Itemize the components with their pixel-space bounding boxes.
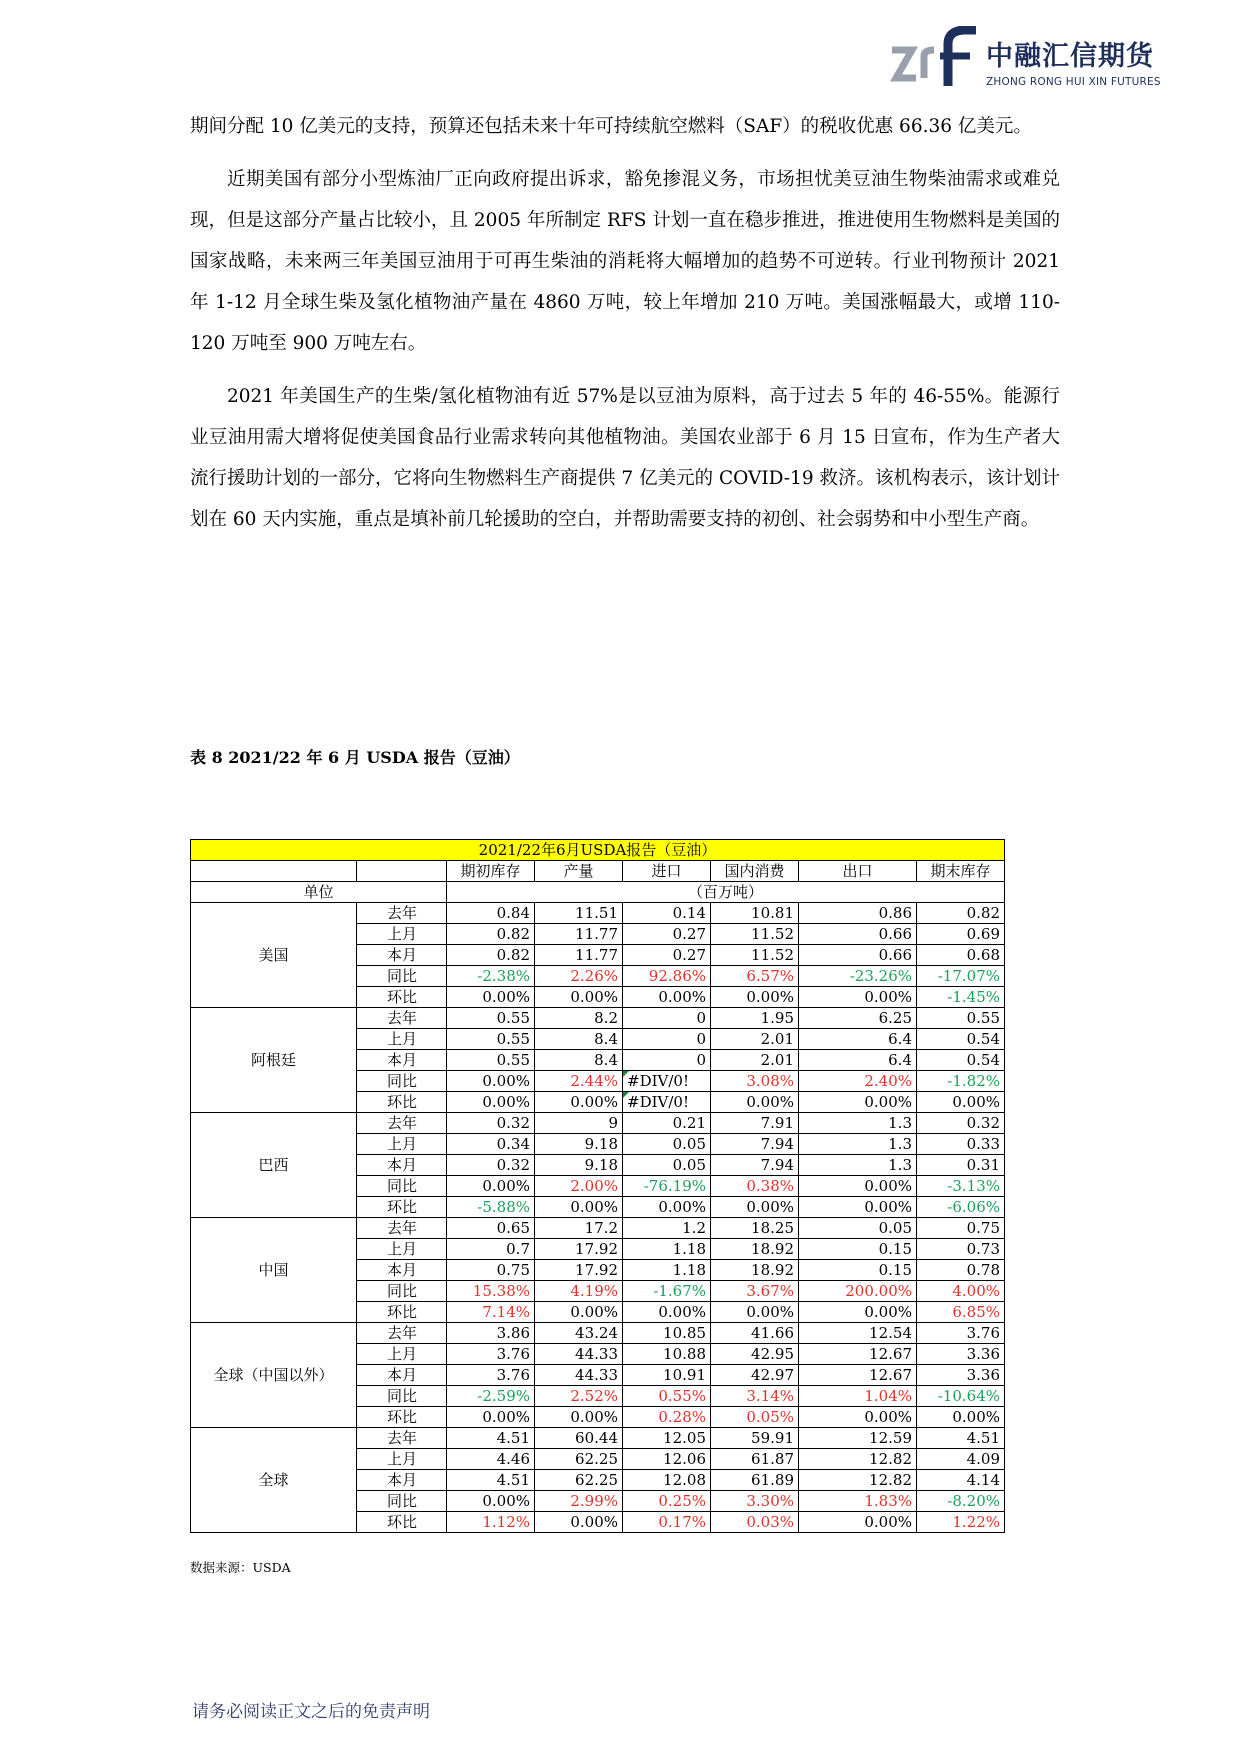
table-title-row	[191, 840, 1005, 861]
paragraph: 2021 年美国生产的生柴/氢化植物油有近 57%是以豆油为原料，高于过去 5 年的 46-55%。能源行业豆油用需大增将促使美国食品行业需求转向其他植物油。美国农业部于 6 月 15 日宣布，作为生产者大流行援助计划的一部分，它将向生物燃料生产商提供 7 亿美元的 COVID-19 救济。该机构表示，该计划计划在 60 天内实施，重点是填补前几轮援助的空白，并帮助需要支持的初创、社会弱势和中小型生产商。	[190, 386, 1060, 530]
value-cell: 0.86	[799, 903, 917, 924]
value-cell: 12.67	[799, 1344, 917, 1365]
value-cell: 7.94	[711, 1155, 799, 1176]
usda-soyoil-table	[190, 839, 1005, 1533]
value-cell: 61.87	[711, 1449, 799, 1470]
value-cell: 12.59	[799, 1428, 917, 1449]
value-cell: -23.26%	[799, 966, 917, 987]
value-cell: 17.92	[535, 1239, 623, 1260]
row-label: 上月	[357, 1029, 447, 1050]
table-title: 2021/22年6月USDA报告（豆油）	[191, 840, 1005, 861]
value-cell: -6.06%	[917, 1197, 1005, 1218]
value-cell: 2.01	[711, 1050, 799, 1071]
value-cell: 12.67	[799, 1365, 917, 1386]
region-label: 全球	[191, 1428, 357, 1533]
value-cell: 0.00%	[447, 1176, 535, 1197]
value-cell: 1.3	[799, 1155, 917, 1176]
value-cell: 0.28%	[623, 1407, 711, 1428]
value-cell: 3.36	[917, 1365, 1005, 1386]
value-cell: 12.82	[799, 1470, 917, 1491]
value-cell: 10.81	[711, 903, 799, 924]
value-cell: 0.54	[917, 1029, 1005, 1050]
value-cell: 0.82	[917, 903, 1005, 924]
region-label: 巴西	[191, 1113, 357, 1218]
row-label: 去年	[357, 1113, 447, 1134]
value-cell: 0.27	[623, 924, 711, 945]
value-cell: 0.00%	[535, 1407, 623, 1428]
value-cell: 9.18	[535, 1134, 623, 1155]
value-cell: 18.25	[711, 1218, 799, 1239]
value-cell: 0.82	[447, 924, 535, 945]
value-cell: 0.00%	[447, 1407, 535, 1428]
value-cell: 2.00%	[535, 1176, 623, 1197]
value-cell: 0.00%	[535, 1197, 623, 1218]
value-cell: 17.2	[535, 1218, 623, 1239]
value-cell: 1.2	[623, 1218, 711, 1239]
value-cell: 0.00%	[917, 1407, 1005, 1428]
value-cell: -1.82%	[917, 1071, 1005, 1092]
value-cell: 3.86	[447, 1323, 535, 1344]
row-label: 上月	[357, 1344, 447, 1365]
data-source: 数据来源：USDA	[190, 1560, 291, 1575]
value-cell: 0.00%	[799, 1302, 917, 1323]
value-cell: 6.85%	[917, 1302, 1005, 1323]
table-row	[191, 1008, 1005, 1029]
value-cell: 0.55	[447, 1008, 535, 1029]
value-cell: 10.91	[623, 1365, 711, 1386]
value-cell: 0.00%	[917, 1092, 1005, 1113]
value-cell: 0.54	[917, 1050, 1005, 1071]
column-header: 产量	[535, 861, 623, 882]
table-row	[191, 1218, 1005, 1239]
table-row	[191, 903, 1005, 924]
value-cell: -3.13%	[917, 1176, 1005, 1197]
value-cell: 0.66	[799, 945, 917, 966]
column-header: 出口	[799, 861, 917, 882]
value-cell: 0.00%	[799, 987, 917, 1008]
value-cell: 11.51	[535, 903, 623, 924]
value-cell: 0.55	[447, 1029, 535, 1050]
value-cell: 0.66	[799, 924, 917, 945]
value-cell: 3.76	[447, 1344, 535, 1365]
value-cell: -2.38%	[447, 966, 535, 987]
value-cell: 0.00%	[799, 1176, 917, 1197]
value-cell: 0.00%	[447, 1491, 535, 1512]
value-cell: 0.00%	[799, 1092, 917, 1113]
value-cell: 0.00%	[535, 1092, 623, 1113]
value-cell: 6.4	[799, 1029, 917, 1050]
region-label: 全球（中国以外）	[191, 1323, 357, 1428]
value-cell: 1.3	[799, 1113, 917, 1134]
value-cell: 0.55	[447, 1050, 535, 1071]
value-cell: 11.77	[535, 924, 623, 945]
value-cell: 0	[623, 1008, 711, 1029]
value-cell: 0.00%	[535, 1512, 623, 1533]
value-cell: 18.92	[711, 1260, 799, 1281]
value-cell: 2.99%	[535, 1491, 623, 1512]
value-cell: 18.92	[711, 1239, 799, 1260]
value-cell: 0.25%	[623, 1491, 711, 1512]
value-cell: 0.15	[799, 1239, 917, 1260]
value-cell: 2.52%	[535, 1386, 623, 1407]
header-blank	[191, 861, 357, 882]
region-label: 中国	[191, 1218, 357, 1323]
value-cell: 1.95	[711, 1008, 799, 1029]
row-label: 环比	[357, 987, 447, 1008]
value-cell: 0.34	[447, 1134, 535, 1155]
value-cell: 200.00%	[799, 1281, 917, 1302]
value-cell: 4.09	[917, 1449, 1005, 1470]
value-cell: 0.55%	[623, 1386, 711, 1407]
value-cell: 44.33	[535, 1365, 623, 1386]
value-cell: 0.15	[799, 1260, 917, 1281]
brand-name-en: ZHONG RONG HUI XIN FUTURES	[986, 76, 1161, 88]
value-cell: 6.57%	[711, 966, 799, 987]
row-label: 上月	[357, 1134, 447, 1155]
value-cell: 0.38%	[711, 1176, 799, 1197]
value-cell: 0.69	[917, 924, 1005, 945]
value-cell: 0.32	[447, 1155, 535, 1176]
value-cell: 9.18	[535, 1155, 623, 1176]
value-cell: 0.32	[917, 1113, 1005, 1134]
row-label: 本月	[357, 1155, 447, 1176]
header-blank	[357, 861, 447, 882]
value-cell: 0.17%	[623, 1512, 711, 1533]
value-cell: 3.30%	[711, 1491, 799, 1512]
row-label: 同比	[357, 1281, 447, 1302]
value-cell: -76.19%	[623, 1176, 711, 1197]
value-cell: 0.00%	[535, 1302, 623, 1323]
value-cell: 0.55	[917, 1008, 1005, 1029]
value-cell: -10.64%	[917, 1386, 1005, 1407]
table-row	[191, 1113, 1005, 1134]
value-cell: 6.4	[799, 1050, 917, 1071]
value-cell: 3.67%	[711, 1281, 799, 1302]
value-cell: 0.05	[623, 1155, 711, 1176]
value-cell: 8.4	[535, 1029, 623, 1050]
value-cell: 11.52	[711, 924, 799, 945]
brand-logo	[880, 26, 1180, 94]
value-cell: 42.97	[711, 1365, 799, 1386]
value-cell: 3.76	[447, 1365, 535, 1386]
value-cell: 43.24	[535, 1323, 623, 1344]
brand-name-cn: 中融汇信期货	[986, 41, 1154, 72]
value-cell: 1.22%	[917, 1512, 1005, 1533]
value-cell: 0.00%	[799, 1512, 917, 1533]
value-cell: 0.75	[447, 1260, 535, 1281]
value-cell: 8.4	[535, 1050, 623, 1071]
value-cell: 0.00%	[711, 1302, 799, 1323]
table-row	[191, 1323, 1005, 1344]
value-cell: 0.31	[917, 1155, 1005, 1176]
value-cell: 12.54	[799, 1323, 917, 1344]
value-cell: 8.2	[535, 1008, 623, 1029]
value-cell: 12.05	[623, 1428, 711, 1449]
row-label: 环比	[357, 1407, 447, 1428]
column-header: 进口	[623, 861, 711, 882]
value-cell: 0.00%	[711, 1197, 799, 1218]
value-cell: 0.7	[447, 1239, 535, 1260]
column-header: 国内消费	[711, 861, 799, 882]
table-caption: 表 8 2021/22 年 6 月 USDA 报告（豆油）	[190, 748, 520, 767]
row-label: 同比	[357, 1071, 447, 1092]
value-cell: 0.00%	[447, 1092, 535, 1113]
value-cell: 0.00%	[623, 1197, 711, 1218]
value-cell: -5.88%	[447, 1197, 535, 1218]
value-cell: 41.66	[711, 1323, 799, 1344]
value-cell: 4.00%	[917, 1281, 1005, 1302]
value-cell: 2.01	[711, 1029, 799, 1050]
value-cell: 0.00%	[447, 1071, 535, 1092]
value-cell: 0.00%	[711, 987, 799, 1008]
value-cell: 0.82	[447, 945, 535, 966]
value-cell: 0.78	[917, 1260, 1005, 1281]
row-label: 同比	[357, 1176, 447, 1197]
value-cell: 4.14	[917, 1470, 1005, 1491]
value-cell: 0.00%	[447, 987, 535, 1008]
row-label: 上月	[357, 924, 447, 945]
value-cell: 0.27	[623, 945, 711, 966]
value-cell: -2.59%	[447, 1386, 535, 1407]
value-cell: 60.44	[535, 1428, 623, 1449]
row-label: 本月	[357, 1050, 447, 1071]
value-cell: #DIV/0!	[623, 1092, 711, 1113]
value-cell: 3.08%	[711, 1071, 799, 1092]
value-cell: 2.44%	[535, 1071, 623, 1092]
row-label: 本月	[357, 945, 447, 966]
value-cell: 3.76	[917, 1323, 1005, 1344]
value-cell: 0.32	[447, 1113, 535, 1134]
row-label: 环比	[357, 1092, 447, 1113]
value-cell: 1.3	[799, 1134, 917, 1155]
paragraph: 近期美国有部分小型炼油厂正向政府提出诉求，豁免掺混义务，市场担忧美豆油生物柴油需求或难兑现，但是这部分产量占比较小，且 2005 年所制定 RFS 计划一直在稳步推进，推进使用生物燃料是美国的国家战略，未来两三年美国豆油用于可再生柴油的消耗将大幅增加的趋势不可逆转。行业刊物预计 2021 年 1-12 月全球生柴及氢化植物油产量在 4860 万吨，较上年增加 210 万吨。美国涨幅最大，或增 110-120 万吨至 900 万吨左右。	[190, 169, 1060, 354]
value-cell: 1.04%	[799, 1386, 917, 1407]
value-cell: 1.12%	[447, 1512, 535, 1533]
row-label: 环比	[357, 1512, 447, 1533]
article-body	[190, 106, 1060, 552]
value-cell: 44.33	[535, 1344, 623, 1365]
value-cell: 3.14%	[711, 1386, 799, 1407]
value-cell: 4.46	[447, 1449, 535, 1470]
row-label: 去年	[357, 1323, 447, 1344]
value-cell: 4.51	[447, 1470, 535, 1491]
value-cell: -8.20%	[917, 1491, 1005, 1512]
value-cell: 0.00%	[535, 987, 623, 1008]
value-cell: 0.00%	[711, 1092, 799, 1113]
value-cell: -17.07%	[917, 966, 1005, 987]
value-cell: 62.25	[535, 1449, 623, 1470]
value-cell: 7.14%	[447, 1302, 535, 1323]
row-label: 同比	[357, 966, 447, 987]
value-cell: 0.00%	[623, 987, 711, 1008]
value-cell: -1.45%	[917, 987, 1005, 1008]
value-cell: 92.86%	[623, 966, 711, 987]
row-label: 本月	[357, 1365, 447, 1386]
value-cell: 0.84	[447, 903, 535, 924]
unit-label: 单位	[191, 882, 447, 903]
value-cell: 0.00%	[799, 1197, 917, 1218]
value-cell: 10.85	[623, 1323, 711, 1344]
row-label: 上月	[357, 1449, 447, 1470]
value-cell: 0.05	[799, 1218, 917, 1239]
row-label: 去年	[357, 1428, 447, 1449]
value-cell: 7.91	[711, 1113, 799, 1134]
row-label: 本月	[357, 1260, 447, 1281]
value-cell: 0.75	[917, 1218, 1005, 1239]
value-cell: 1.83%	[799, 1491, 917, 1512]
region-label: 美国	[191, 903, 357, 1008]
value-cell: 62.25	[535, 1470, 623, 1491]
column-header: 期初库存	[447, 861, 535, 882]
value-cell: 12.06	[623, 1449, 711, 1470]
value-cell: 3.36	[917, 1344, 1005, 1365]
value-cell: 0.33	[917, 1134, 1005, 1155]
value-cell: 4.51	[447, 1428, 535, 1449]
value-cell: 0.05	[623, 1134, 711, 1155]
value-cell: 9	[535, 1113, 623, 1134]
value-cell: 0.00%	[799, 1407, 917, 1428]
value-cell: 0	[623, 1050, 711, 1071]
row-label: 同比	[357, 1386, 447, 1407]
region-label: 阿根廷	[191, 1008, 357, 1113]
value-cell: 1.18	[623, 1260, 711, 1281]
row-label: 环比	[357, 1197, 447, 1218]
value-cell: 4.51	[917, 1428, 1005, 1449]
paragraph: 期间分配 10 亿美元的支持，预算还包括未来十年可持续航空燃料（SAF）的税收优惠 66.36 亿美元。	[190, 116, 1032, 137]
value-cell: 12.82	[799, 1449, 917, 1470]
value-cell: 0.68	[917, 945, 1005, 966]
value-cell: 2.40%	[799, 1071, 917, 1092]
value-cell: 59.91	[711, 1428, 799, 1449]
value-cell: 42.95	[711, 1344, 799, 1365]
table-header-row	[191, 861, 1005, 882]
value-cell: 0	[623, 1029, 711, 1050]
value-cell: 10.88	[623, 1344, 711, 1365]
row-label: 同比	[357, 1491, 447, 1512]
value-cell: 0.73	[917, 1239, 1005, 1260]
column-header: 期末库存	[917, 861, 1005, 882]
disclaimer-footer: 请务必阅读正文之后的免责声明	[192, 1702, 430, 1722]
table-unit-row	[191, 882, 1005, 903]
unit-value: （百万吨）	[447, 882, 1005, 903]
row-label: 去年	[357, 903, 447, 924]
value-cell: 17.92	[535, 1260, 623, 1281]
row-label: 去年	[357, 1008, 447, 1029]
row-label: 上月	[357, 1239, 447, 1260]
value-cell: 0.03%	[711, 1512, 799, 1533]
value-cell: 11.52	[711, 945, 799, 966]
row-label: 去年	[357, 1218, 447, 1239]
row-label: 环比	[357, 1302, 447, 1323]
value-cell: #DIV/0!	[623, 1071, 711, 1092]
value-cell: 7.94	[711, 1134, 799, 1155]
value-cell: 61.89	[711, 1470, 799, 1491]
value-cell: 0.14	[623, 903, 711, 924]
table-row	[191, 1428, 1005, 1449]
value-cell: 11.77	[535, 945, 623, 966]
value-cell: 0.05%	[711, 1407, 799, 1428]
value-cell: 2.26%	[535, 966, 623, 987]
value-cell: 0.65	[447, 1218, 535, 1239]
value-cell: 15.38%	[447, 1281, 535, 1302]
value-cell: 0.00%	[623, 1302, 711, 1323]
value-cell: 12.08	[623, 1470, 711, 1491]
value-cell: -1.67%	[623, 1281, 711, 1302]
row-label: 本月	[357, 1470, 447, 1491]
value-cell: 1.18	[623, 1239, 711, 1260]
zrf-logo-icon	[890, 26, 982, 88]
value-cell: 4.19%	[535, 1281, 623, 1302]
value-cell: 6.25	[799, 1008, 917, 1029]
value-cell: 0.21	[623, 1113, 711, 1134]
